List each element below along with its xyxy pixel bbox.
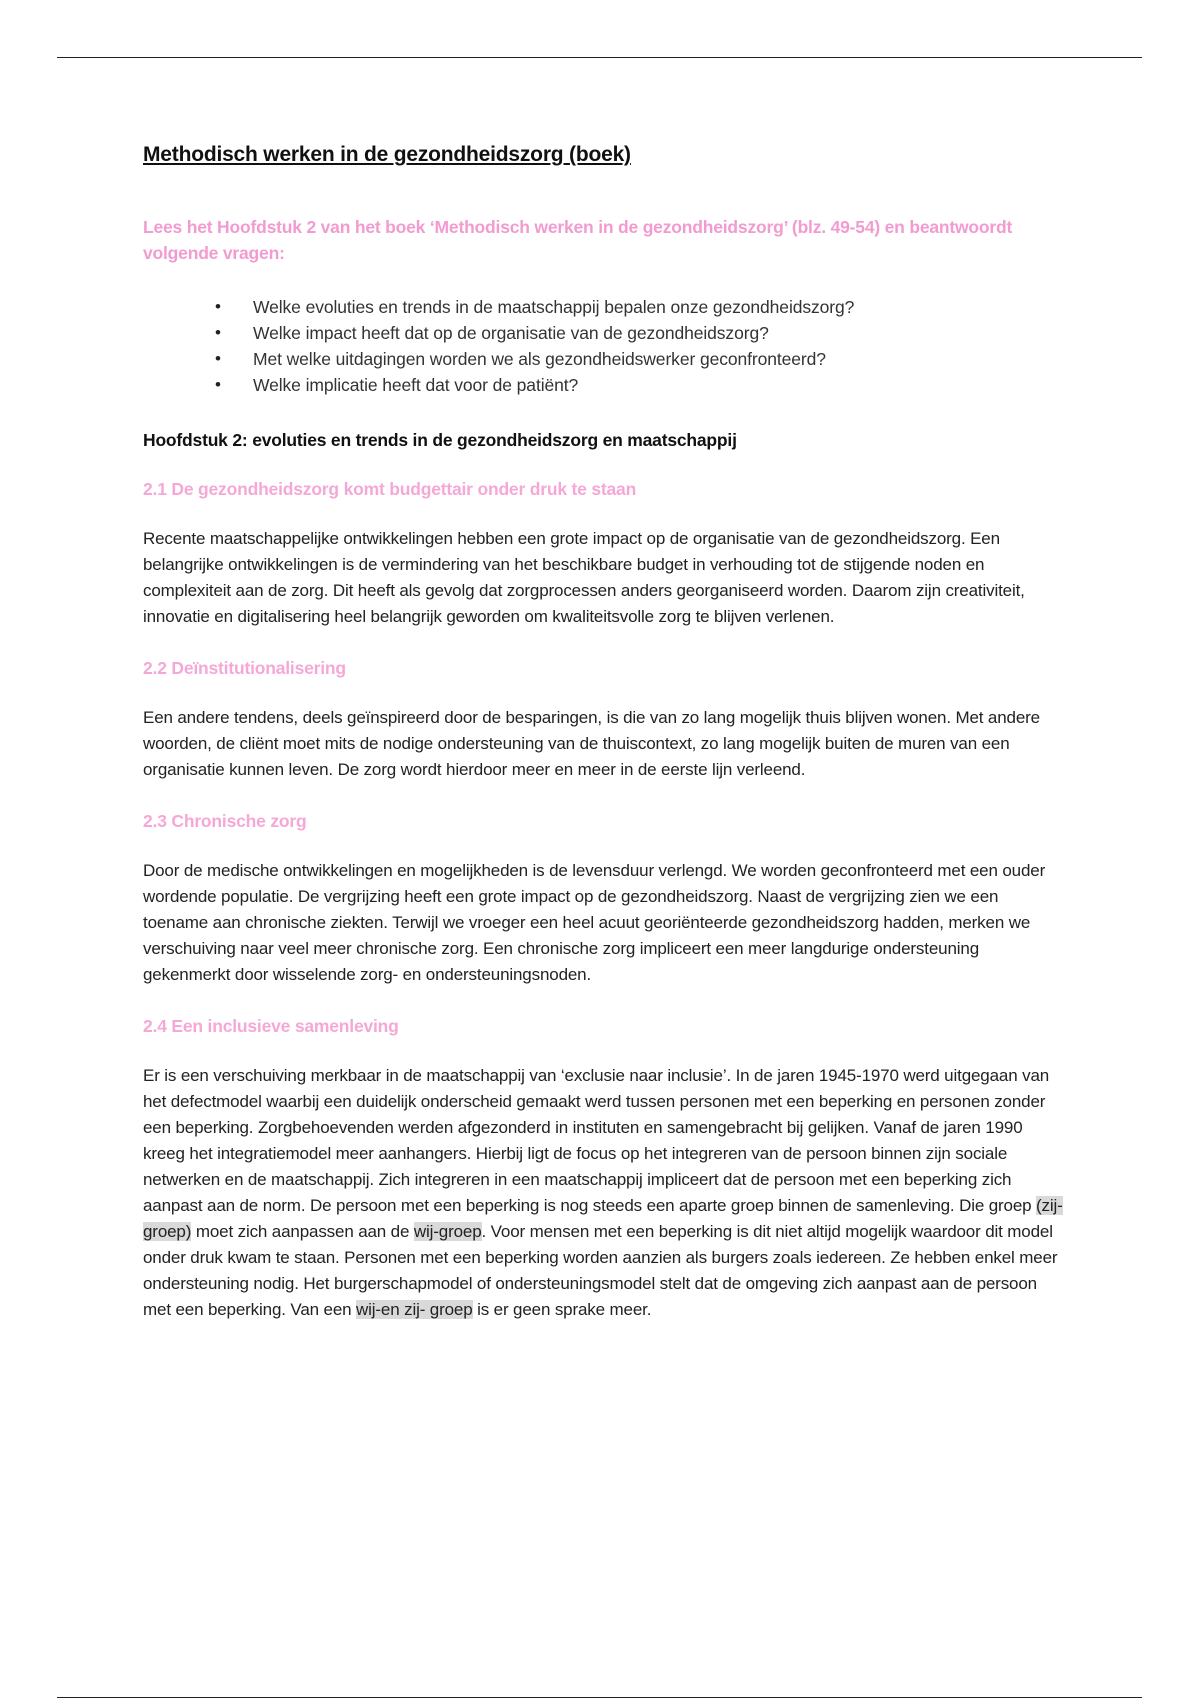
- top-rule: [57, 57, 1142, 58]
- chapter-heading: Hoofdstuk 2: evoluties en trends in de gezondheidszorg en maatschappij: [143, 430, 737, 450]
- paragraph-text: Er is een verschuiving merkbaar in de maatschappij van ‘exclusie naar inclusie’. In de jaren 1945-1970 werd uitgegaan van het defectmodel waarbij een duidelijk onderscheid gemaakt werd tussen personen met een beperking en personen zonder een beperking. Zorgbehoevenden werden afgezonderd in instituten en samengebracht bij gelijken. Vanaf de jaren 1990 kreeg het integratiemodel meer aanhangers. Hierbij ligt de focus op het integreren van de persoon binnen zijn sociale netwerken en de maatschappij. Zich integreren in een maatschappij impliceert dat de persoon met een beperking zich aanpast aan de norm. De persoon met een beperking is nog steeds een aparte groep binnen de samenleving. Die groep: [143, 1066, 1050, 1215]
- question-text: Welke evoluties en trends in de maatschappij bepalen onze gezondheidszorg?: [253, 297, 855, 317]
- bullet-icon: •: [215, 375, 221, 394]
- highlight-wij-en-zij-groep: wij-en zij- groep: [356, 1300, 473, 1319]
- list-item: [143, 372, 1063, 398]
- paragraph-text: . Voor mensen met een beperking is dit niet altijd mogelijk waardoor dit model onder druk kwam te staan. Personen met een beperking worden aanzien als burgers zoals iedereen. Ze hebben enkel meer ondersteuning nodig. Het burgerschapmodel of ondersteuningsmodel stelt dat de omgeving zich aanpast aan de persoon met een beperking. Van een: [143, 1222, 1058, 1319]
- bottom-rule: [57, 1697, 1142, 1698]
- question-text: Welke implicatie heeft dat voor de patiënt?: [253, 375, 579, 395]
- bullet-icon: •: [215, 297, 221, 316]
- question-list: [143, 294, 1063, 398]
- document-body: [143, 143, 1063, 1323]
- intro-instruction: Lees het Hoofdstuk 2 van het boek ‘Methodisch werken in de gezondheidszorg’ (blz. 49-54) en beantwoordt volgende vragen:: [143, 217, 1013, 263]
- list-item: [143, 320, 1063, 346]
- highlight-wij-groep: wij-groep: [413, 1222, 482, 1241]
- section-paragraph-2-4: [143, 1063, 1063, 1323]
- document-title: Methodisch werken in de gezondheidszorg (boek): [143, 143, 631, 166]
- section-paragraph-2-2: Een andere tendens, deels geïnspireerd door de besparingen, is die van zo lang mogelijk thuis blijven wonen. Met andere woorden, de cliënt moet mits de nodige ondersteuning van de thuiscontext, zo lang mogelijk buiten de muren van een organisatie kunnen leven. De zorg wordt hierdoor meer en meer in de eerste lijn verleend.: [143, 708, 1040, 779]
- section-heading-2-1: 2.1 De gezondheidszorg komt budgettair onder druk te staan: [143, 479, 637, 499]
- paragraph-text: is er geen sprake meer.: [472, 1300, 652, 1319]
- section-heading-2-2: 2.2 Deïnstitutionalisering: [143, 658, 346, 678]
- section-paragraph-2-3: Door de medische ontwikkelingen en mogelijkheden is de levensduur verlengd. We worden geconfronteerd met een ouder wordende populatie. De vergrijzing heeft een grote impact op de gezondheidszorg. Naast de vergrijzing zien we een toename aan chronische ziekten. Terwijl we vroeger een heel acuut georiënteerde gezondheidszorg hadden, merken we verschuiving naar veel meer chronische zorg. Een chronische zorg impliceert een meer langdurige ondersteuning gekenmerkt door wisselende zorg- en ondersteuningsnoden.: [143, 861, 1046, 984]
- question-text: Met welke uitdagingen worden we als gezondheidswerker geconfronteerd?: [253, 349, 826, 369]
- list-item: [143, 294, 1063, 320]
- highlight-zij-groep: (zij-groep): [143, 1196, 1063, 1241]
- paragraph-text: moet zich aanpassen aan de: [191, 1222, 414, 1241]
- section-heading-2-3: 2.3 Chronische zorg: [143, 811, 307, 831]
- list-item: [143, 346, 1063, 372]
- question-text: Welke impact heeft dat op de organisatie van de gezondheidszorg?: [253, 323, 769, 343]
- bullet-icon: •: [215, 349, 221, 368]
- section-heading-2-4: 2.4 Een inclusieve samenleving: [143, 1016, 399, 1036]
- bullet-icon: •: [215, 323, 221, 342]
- section-paragraph-2-1: Recente maatschappelijke ontwikkelingen hebben een grote impact op de organisatie van de gezondheidszorg. Een belangrijke ontwikkelingen is de vermindering van het beschikbare budget in verhouding tot de stijgende noden en complexiteit aan de zorg. Dit heeft als gevolg dat zorgprocessen anders georganiseerd worden. Daarom zijn creativiteit, innovatie en digitalisering heel belangrijk geworden om kwaliteitsvolle zorg te blijven verlenen.: [143, 529, 1025, 626]
